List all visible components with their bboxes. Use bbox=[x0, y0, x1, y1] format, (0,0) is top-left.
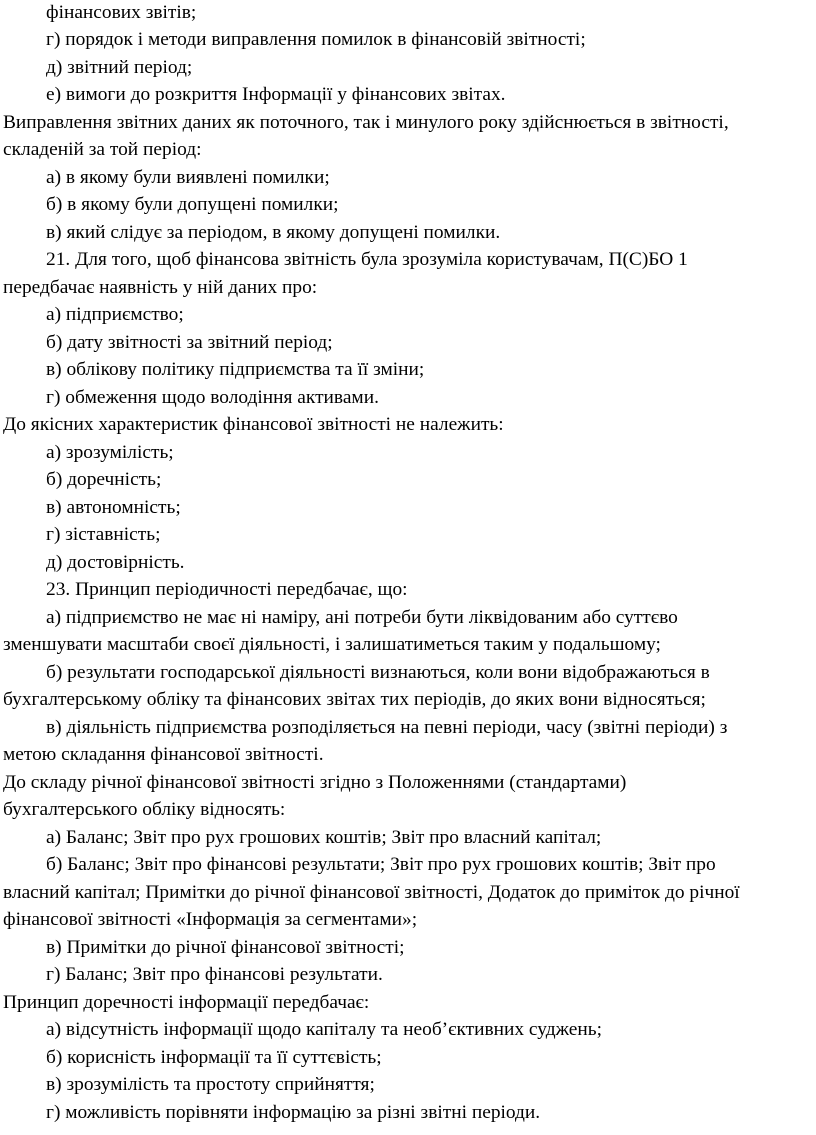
text-line: б) корисність інформації та її суттєвість; bbox=[46, 1047, 382, 1068]
text-line: Принцип доречності інформації передбачає: bbox=[3, 992, 370, 1013]
text-line: зменшувати масштаби своєї діяльності, і залишатиметься таким у подальшому; bbox=[3, 634, 661, 655]
text-line: фінансової звітності «Інформація за сегментами»; bbox=[3, 909, 418, 930]
text-line: в) зрозумілість та простоту сприйняття; bbox=[46, 1074, 375, 1095]
text-line: в) який слідує за періодом, в якому допущені помилки. bbox=[46, 222, 501, 243]
text-line: г) порядок і методи виправлення помилок в фінансовій звітності; bbox=[46, 29, 586, 50]
text-line: г) Баланс; Звіт про фінансові результати. bbox=[46, 964, 383, 985]
text-line: г) можливість порівняти інформацію за різні звітні періоди. bbox=[46, 1102, 541, 1123]
text-line: До якісних характеристик фінансової звітності не належить: bbox=[3, 414, 504, 435]
text-line: а) підприємство не має ні наміру, ані потреби бути ліквідованим або суттєво bbox=[46, 607, 678, 628]
text-line: Виправлення звітних даних як поточного, так і минулого року здійснюється в звітності, bbox=[3, 112, 729, 133]
text-line: а) в якому були виявлені помилки; bbox=[46, 167, 330, 188]
text-line: е) вимоги до розкриття Інформації у фінансових звітах. bbox=[46, 84, 506, 105]
text-line: фінансових звітів; bbox=[46, 2, 197, 23]
text-line: в) облікову політику підприємства та її зміни; bbox=[46, 359, 425, 380]
text-line: 23. Принцип періодичності передбачає, що: bbox=[46, 579, 408, 600]
text-line: г) зіставність; bbox=[46, 524, 161, 545]
text-line: а) зрозумілість; bbox=[46, 442, 174, 463]
text-line: До складу річної фінансової звітності згідно з Положеннями (стандартами) bbox=[3, 772, 627, 793]
text-line: б) дату звітності за звітний період; bbox=[46, 332, 333, 353]
text-line: метою складання фінансової звітності. bbox=[3, 744, 324, 765]
text-line: а) Баланс; Звіт про рух грошових коштів; Звіт про власний капітал; bbox=[46, 827, 602, 848]
text-line: передбачає наявність у ній даних про: bbox=[3, 277, 318, 298]
text-line: в) діяльність підприємства розподіляється на певні періоди, часу (звітні періоди) з bbox=[46, 717, 728, 738]
text-line: в) Примітки до річної фінансової звітності; bbox=[46, 937, 405, 958]
text-line: бухгалтерському обліку та фінансових звітах тих періодів, до яких вони відносяться; bbox=[3, 689, 706, 710]
text-line: б) результати господарської діяльності визнаються, коли вони відображаються в bbox=[46, 662, 710, 683]
text-line: б) в якому були допущені помилки; bbox=[46, 194, 339, 215]
text-line: в) автономність; bbox=[46, 497, 181, 518]
text-line: б) доречність; bbox=[46, 469, 162, 490]
text-line: складеній за той період: bbox=[3, 139, 202, 160]
text-line: 21. Для того, щоб фінансова звітність була зрозуміла користувачам, П(С)БО 1 bbox=[46, 249, 688, 270]
text-line: а) підприємство; bbox=[46, 304, 184, 325]
text-line: власний капітал; Примітки до річної фінансової звітності, Додаток до приміток до річної bbox=[3, 882, 740, 903]
text-line: д) достовірність. bbox=[46, 552, 185, 573]
text-line: д) звітний період; bbox=[46, 57, 193, 78]
text-line: а) відсутність інформації щодо капіталу та необ’єктивних суджень; bbox=[46, 1019, 602, 1040]
text-line: бухгалтерського обліку відносять: bbox=[3, 799, 286, 820]
text-line: г) обмеження щодо володіння активами. bbox=[46, 387, 379, 408]
text-line: б) Баланс; Звіт про фінансові результати; Звіт про рух грошових коштів; Звіт про bbox=[46, 854, 716, 875]
